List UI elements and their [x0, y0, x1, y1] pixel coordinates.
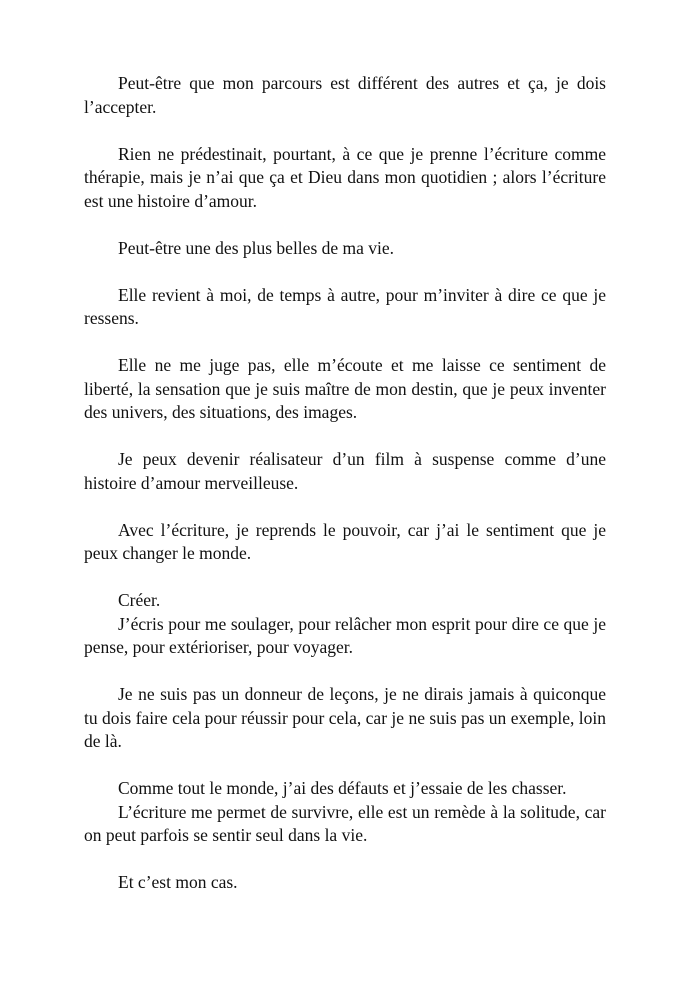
document-page [84, 72, 606, 895]
paragraph-1: Peut-être que mon parcours est différent des autres et ça, je dois l’accepter. [84, 73, 606, 117]
paragraph-13: Et c’est mon cas. [118, 872, 238, 892]
paragraph-5: Elle ne me juge pas, elle m’écoute et me laisse ce sentiment de liberté, la sensation que je suis maître de mon destin, que je peux inventer des univers, des situations, des images. [84, 355, 606, 422]
paragraph-4: Elle revient à moi, de temps à autre, pour m’inviter à dire ce que je ressens. [84, 284, 606, 328]
paragraph-3: Peut-être une des plus belles de ma vie. [118, 237, 395, 258]
paragraph-7: Avec l’écriture, je reprends le pouvoir, car j’ai le sentiment que je peux changer le monde. [84, 519, 606, 563]
paragraph-12: L’écriture me permet de survivre, elle est un remède à la solitude, car on peut parfois se sentir seul dans la vie. [84, 801, 606, 845]
paragraph-10: Je ne suis pas un donneur de leçons, je ne dirais jamais à quiconque tu dois faire cela pour réussir pour cela, car je ne suis pas un exemple, loin de là. [84, 684, 606, 751]
paragraph-2: Rien ne prédestinait, pourtant, à ce que je prenne l’écriture comme thérapie, mais je n’ai que ça et Dieu dans mon quotidien ; alors l’écriture est une histoire d’amour. [84, 143, 606, 211]
paragraph-11: Comme tout le monde, j’ai des défauts et j’essaie de les chasser. [118, 778, 567, 798]
paragraph-8: Créer. [118, 590, 161, 610]
paragraph-9: J’écris pour me soulager, pour relâcher mon esprit pour dire ce que je pense, pour extérioriser, pour voyager. [84, 613, 606, 657]
paragraph-6: Je peux devenir réalisateur d’un film à suspense comme d’une histoire d’amour merveilleuse. [84, 449, 606, 493]
